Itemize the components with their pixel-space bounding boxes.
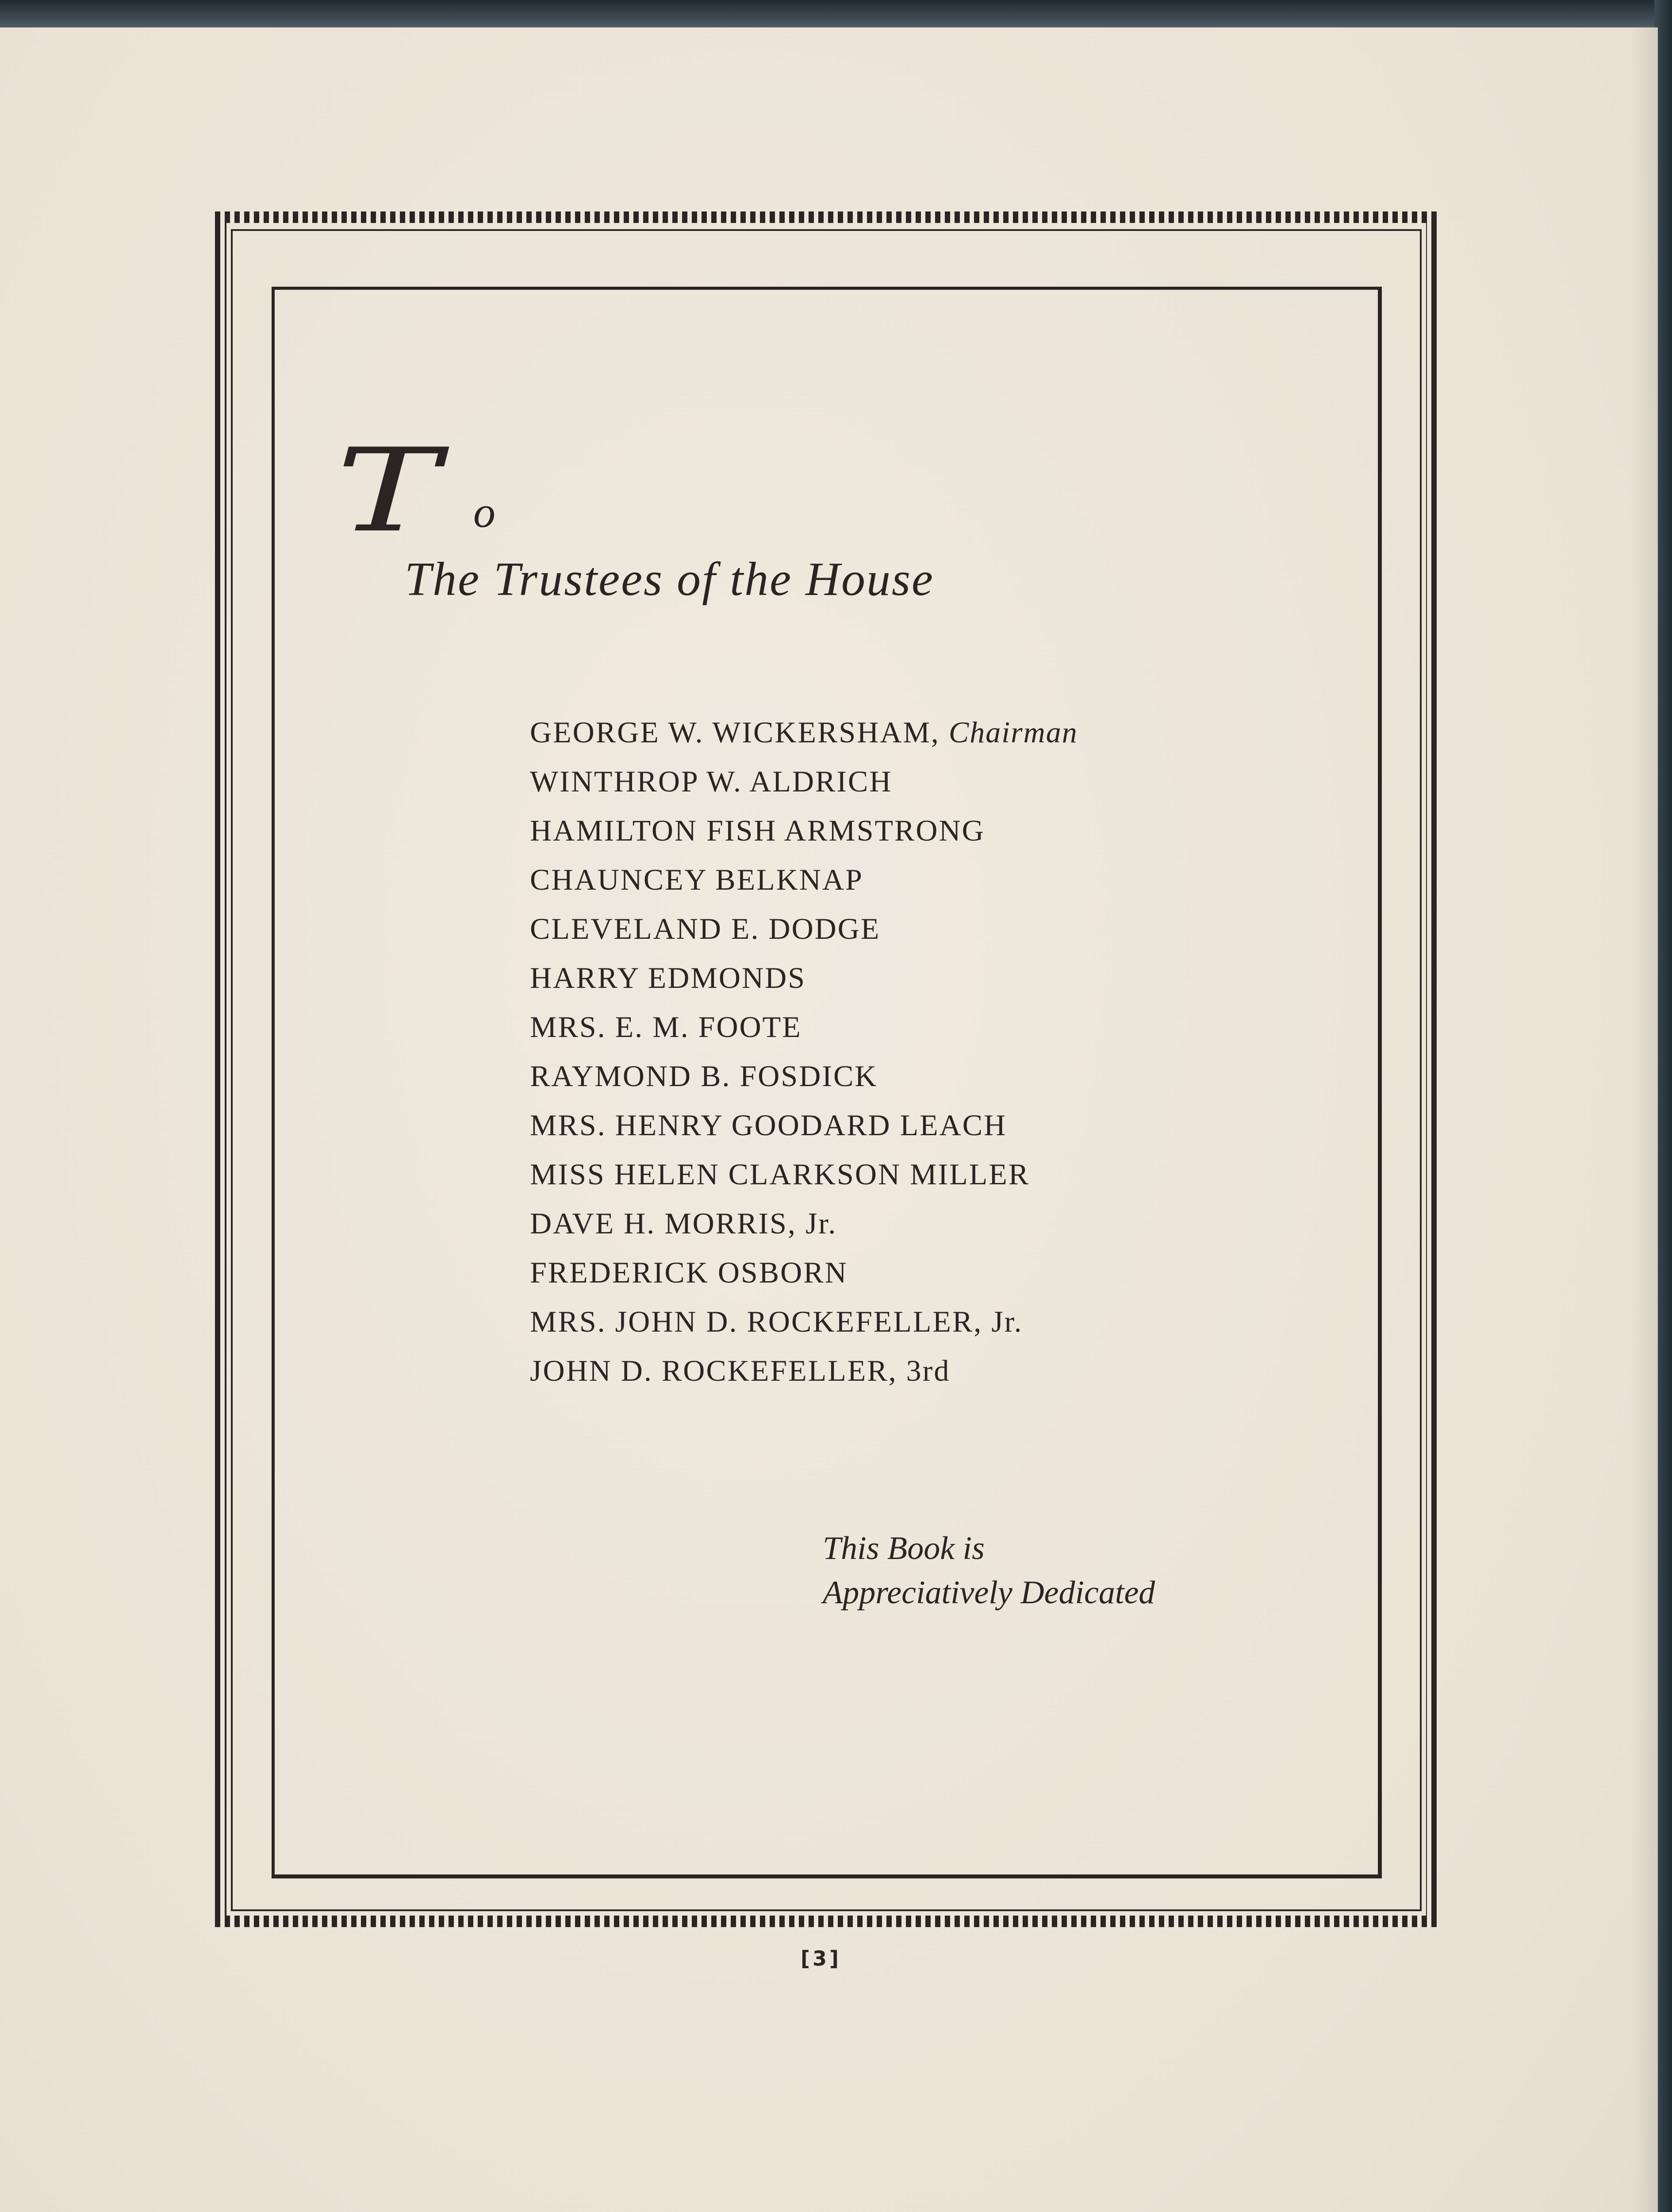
trustee-name: CLEVELAND E. DODGE [530, 912, 881, 945]
dedication-line-2: Appreciatively Dedicated [823, 1575, 1155, 1611]
trustee-name: HAMILTON FISH ARMSTRONG [530, 814, 985, 847]
trustee-name: MRS. E. M. FOOTE [530, 1010, 802, 1044]
dedication-line-1: This Book is [823, 1530, 985, 1567]
page-edge-shadow [1631, 27, 1658, 2212]
trustee-row [530, 1052, 1078, 1101]
trustee-row [530, 806, 1078, 855]
trustee-name: CHAUNCEY BELKNAP [530, 863, 863, 896]
trustees-list [530, 708, 1078, 1395]
trustee-row [530, 757, 1078, 806]
dedication-heading: The Trustees of the House [405, 553, 934, 606]
trustee-row [530, 1346, 1078, 1395]
page-number: [3] [801, 1947, 842, 1970]
trustee-row [530, 1150, 1078, 1199]
trustee-role: Chairman [948, 715, 1078, 749]
trustee-name: WINTHROP W. ALDRICH [530, 764, 893, 798]
trustee-name: FREDERICK OSBORN [530, 1256, 848, 1289]
trustee-name: GEORGE W. WICKERSHAM, [530, 715, 940, 749]
trustee-row [530, 1297, 1078, 1346]
dedication-note [823, 1526, 1155, 1615]
trustee-row [530, 1101, 1078, 1150]
trustee-name: RAYMOND B. FOSDICK [530, 1059, 878, 1093]
trustee-name: HARRY EDMONDS [530, 961, 806, 995]
trustee-name: JOHN D. ROCKEFELLER, 3rd [530, 1354, 951, 1387]
trustee-row [530, 855, 1078, 904]
trustee-row [530, 708, 1078, 757]
trustee-name: DAVE H. MORRIS, Jr. [530, 1206, 837, 1240]
trustee-name: MRS. JOHN D. ROCKEFELLER, Jr. [530, 1305, 1023, 1338]
trustee-row [530, 1199, 1078, 1248]
to-initial-letter: T [336, 424, 434, 558]
to-rest-letter: o [473, 488, 495, 537]
trustee-row [530, 1002, 1078, 1052]
trustee-row [530, 1248, 1078, 1297]
trustee-name: MISS HELEN CLARKSON MILLER [530, 1157, 1030, 1191]
trustee-row [530, 904, 1078, 953]
book-cover-top-edge [0, 0, 1672, 31]
trustee-row [530, 953, 1078, 1002]
to-salutation [336, 424, 495, 558]
trustee-name: MRS. HENRY GOODARD LEACH [530, 1108, 1007, 1142]
